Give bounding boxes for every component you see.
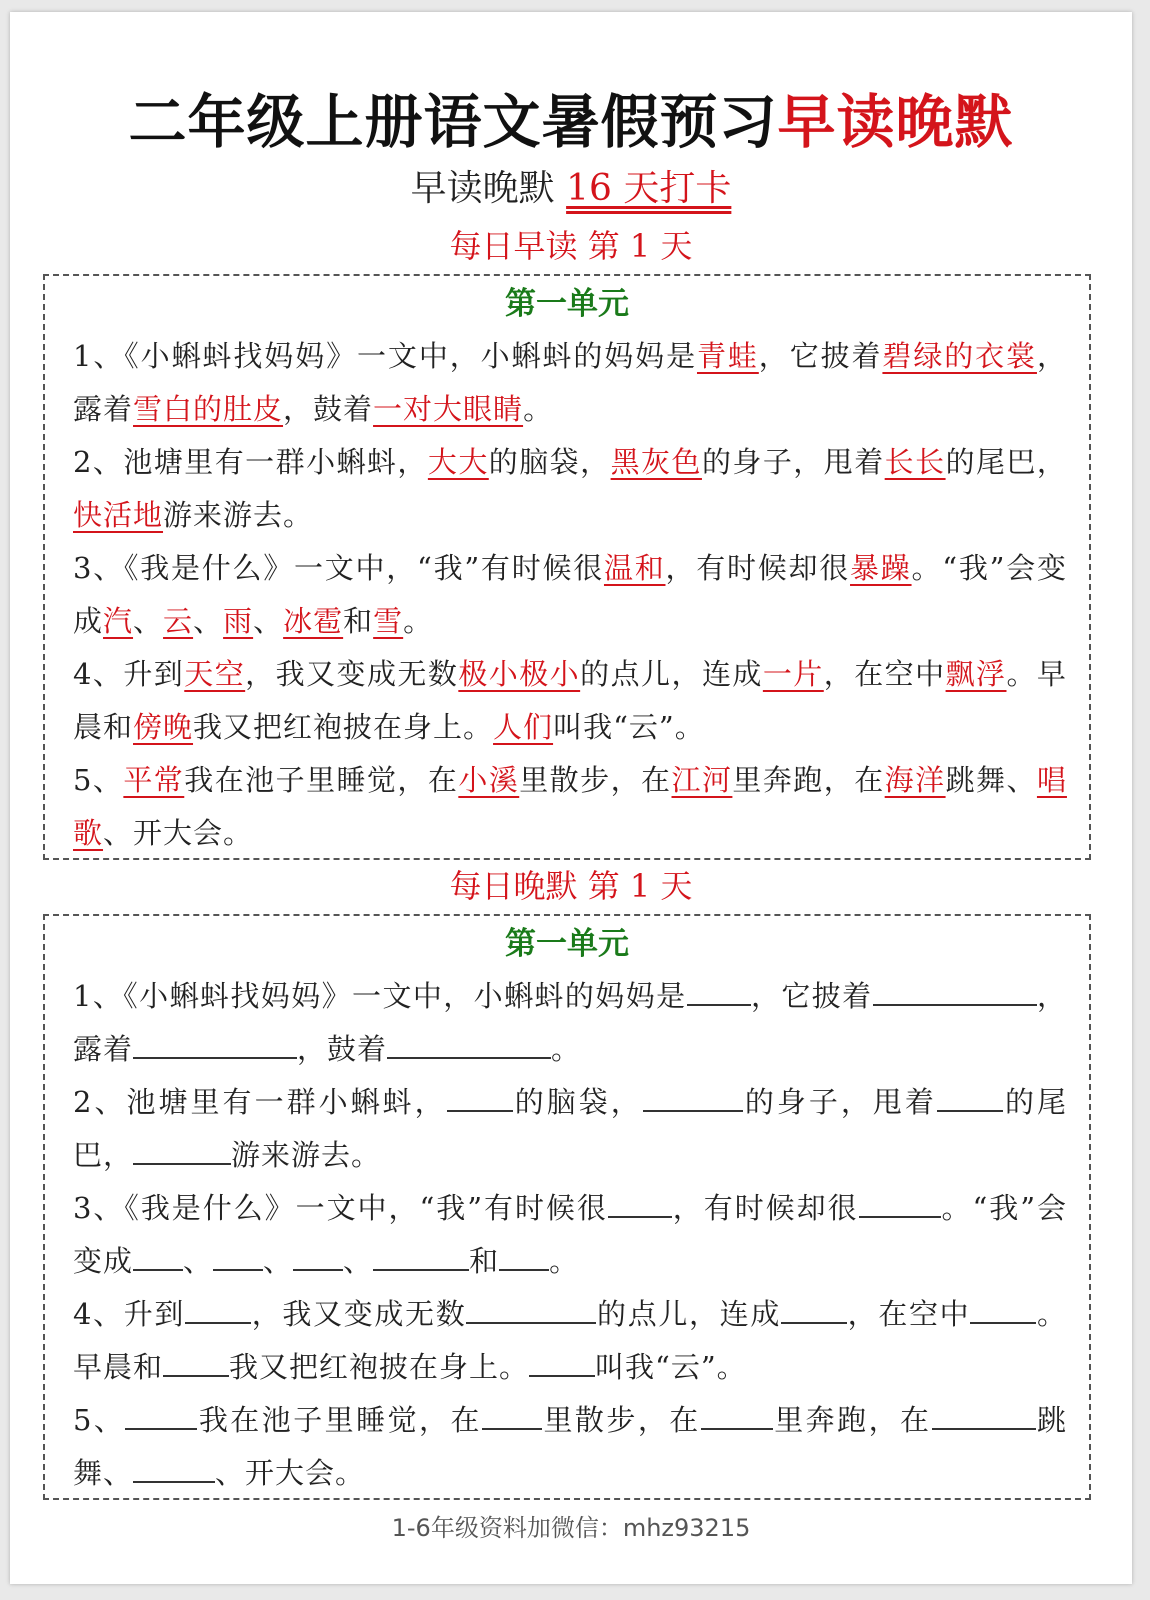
evening-box — [43, 914, 1091, 1500]
answer: 海洋 — [884, 763, 946, 797]
answer: 长长 — [884, 445, 946, 479]
morning-box — [43, 274, 1091, 860]
answer: 人们 — [493, 710, 554, 744]
fill-blank[interactable] — [185, 1292, 251, 1324]
answer: 黑灰色 — [610, 445, 702, 479]
answer: 汽 — [103, 604, 134, 638]
fill-blank[interactable] — [482, 1398, 542, 1430]
fill-blank[interactable] — [387, 1027, 551, 1059]
fill-blank[interactable] — [970, 1292, 1036, 1324]
answer: 雪 — [373, 604, 404, 638]
fill-blank[interactable] — [133, 1027, 297, 1059]
page-title — [10, 84, 1132, 160]
answer: 雨 — [223, 604, 254, 638]
fill-blank[interactable] — [932, 1398, 1036, 1430]
fill-blank[interactable] — [687, 974, 751, 1006]
answer: 温和 — [603, 551, 666, 585]
page-subtitle — [10, 164, 1132, 214]
evening-paragraph-3: 3、《我是什么》一文中，“我”有时候很 ，有时候却很 。“我”会变成 、 、 、 和 。 — [73, 1182, 1067, 1288]
answer: 飘浮 — [945, 657, 1007, 691]
evening-paragraph-5: 5、 我在池子里睡觉，在 里散步，在 里奔跑，在 跳舞、 、开大会。 — [73, 1394, 1067, 1500]
footer-note: 1-6年级资料加微信：mhz93215 — [391, 1514, 751, 1542]
morning-paragraph-4: 4、升到天空，我又变成无数极小极小的点儿，连成一片，在空中飘浮。早晨和傍晚我又把红袍披在身上。人们叫我“云”。 — [73, 657, 1067, 744]
fill-blank[interactable] — [937, 1080, 1003, 1112]
answer: 平常 — [123, 763, 185, 797]
fill-blank[interactable] — [701, 1398, 773, 1430]
answer: 暴躁 — [850, 551, 912, 585]
evening-paragraph-2: 2、池塘里有一群小蝌蚪， 的脑袋， 的身子，甩着 的尾巴， 游来游去。 — [73, 1076, 1067, 1182]
evening-paragraph-4: 4、升到 ，我又变成无数 的点儿，连成 ，在空中 。早晨和 我又把红袍披在身上。 叫我“云”。 — [73, 1288, 1067, 1394]
title-highlight: 早读晚默 — [777, 88, 1014, 156]
fill-blank[interactable] — [499, 1239, 549, 1271]
answer: 碧绿的衣裳 — [882, 339, 1037, 373]
evening-heading: 每日晚默 第 1 天 — [449, 867, 693, 905]
fill-blank[interactable] — [447, 1080, 513, 1112]
fill-blank[interactable] — [466, 1292, 596, 1324]
answer: 小溪 — [458, 763, 520, 797]
answer: 傍晚 — [133, 710, 194, 744]
subtitle-highlight: 16 天打卡 — [566, 168, 732, 209]
fill-blank[interactable] — [125, 1398, 197, 1430]
fill-blank[interactable] — [213, 1239, 263, 1271]
morning-paragraph-5: 5、平常我在池子里睡觉，在小溪里散步，在江河里奔跑，在海洋跳舞、唱歌、开大会。 — [73, 763, 1067, 850]
fill-blank[interactable] — [373, 1239, 469, 1271]
morning-paragraph-1: 1、《小蝌蚪找妈妈》一文中，小蝌蚪的妈妈是青蛙，它披着碧绿的衣裳，露着雪白的肚皮，鼓着一对大眼睛。 — [73, 339, 1067, 426]
evening-paragraph-1: 1、《小蝌蚪找妈妈》一文中，小蝌蚪的妈妈是 ，它披着 ，露着 ，鼓着 。 — [73, 970, 1067, 1076]
fill-blank[interactable] — [529, 1345, 595, 1377]
subtitle-main: 早读晚默 — [410, 168, 555, 209]
fill-blank[interactable] — [873, 974, 1037, 1006]
fill-blank[interactable] — [781, 1292, 847, 1324]
title-main: 二年级上册语文暑假预习 — [128, 88, 778, 156]
fill-blank[interactable] — [133, 1239, 183, 1271]
answer: 江河 — [671, 763, 733, 797]
answer: 极小极小 — [458, 657, 581, 691]
fill-blank[interactable] — [608, 1186, 672, 1218]
morning-paragraph-2: 2、池塘里有一群小蝌蚪，大大的脑袋，黑灰色的身子，甩着长长的尾巴，快活地游来游去。 — [73, 445, 1067, 532]
answer: 雪白的肚皮 — [133, 392, 284, 426]
answer: 唱歌 — [73, 763, 1067, 850]
answer: 大大 — [427, 445, 489, 479]
worksheet-page — [10, 12, 1132, 1584]
fill-blank[interactable] — [133, 1451, 215, 1483]
answer: 一对大眼睛 — [373, 392, 524, 426]
morning-paragraph-3: 3、《我是什么》一文中，“我”有时候很温和，有时候却很暴躁。“我”会变成汽、云、雨、冰雹和雪。 — [73, 551, 1067, 638]
answer: 天空 — [184, 657, 246, 691]
fill-blank[interactable] — [163, 1345, 229, 1377]
answer: 一片 — [762, 657, 824, 691]
morning-unit-title: 第一单元 — [505, 286, 629, 322]
fill-blank[interactable] — [643, 1080, 743, 1112]
answer: 云 — [163, 604, 194, 638]
answer: 青蛙 — [696, 339, 759, 373]
answer: 快活地 — [73, 498, 164, 532]
fill-blank[interactable] — [293, 1239, 343, 1271]
morning-heading: 每日早读 第 1 天 — [449, 227, 693, 265]
fill-blank[interactable] — [133, 1133, 231, 1165]
fill-blank[interactable] — [859, 1186, 941, 1218]
answer: 冰雹 — [283, 604, 344, 638]
evening-unit-title: 第一单元 — [505, 926, 629, 962]
